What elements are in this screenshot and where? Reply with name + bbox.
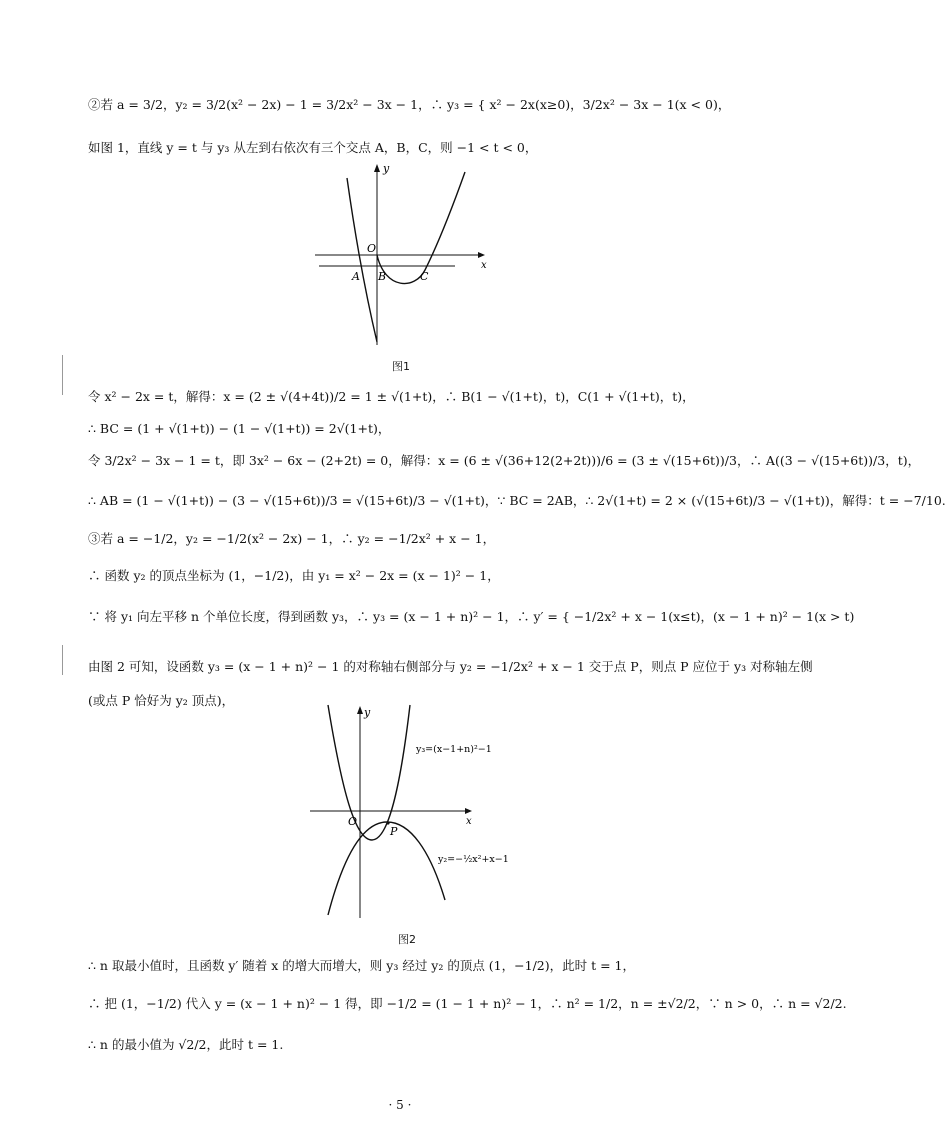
fig2-label-y3: y₃=(x−1+n)²−1 <box>416 744 492 755</box>
text-line: ∴ n 的最小值为 √2/2，此时 t = 1. <box>88 1037 284 1052</box>
fig1-label-c: C <box>420 270 429 283</box>
text-line: ∴ AB = (1 − √(1+t)) − (3 − √(15+6t))/3 = √(15+6t)/3 − √(1+t)，∵ BC = 2AB，∴ 2√(1+t) = 2 × (√(15+6t)/3 − √(1+t))，解得：t = −7/10. <box>88 493 946 508</box>
text-line: 如图 1，直线 y = t 与 y₃ 从左到右依次有三个交点 A，B，C，则 −1 < t < 0， <box>88 140 538 155</box>
fig2-label-y2: y₂=−½x²+x−1 <box>438 854 509 865</box>
fig2-label-x: x <box>466 816 472 827</box>
text-line: ③若 a = −1/2，y₂ = −1/2(x² − 2x) − 1，∴ y₂ = −1/2x² + x − 1， <box>88 531 496 546</box>
text-line: ∴ n 取最小值时，且函数 y′ 随着 x 的增大而增大，则 y₃ 经过 y₂ 的顶点 (1，−1/2)，此时 t = 1， <box>88 958 635 973</box>
text-line: ②若 a = 3/2，y₂ = 3/2(x² − 2x) − 1 = 3/2x² − 3x − 1，∴ y₃ = { x² − 2x(x≥0)，3/2x² − 3x − 1(x < 0)， <box>88 97 731 112</box>
text-line: ∴ 函数 y₂ 的顶点坐标为 (1，−1/2)，由 y₁ = x² − 2x = (x − 1)² − 1， <box>88 568 500 583</box>
fig1-label-b: B <box>378 270 387 283</box>
fig1-label-o: O <box>367 242 377 255</box>
scan-margin-mark <box>62 355 63 395</box>
fig1-label-a: A <box>352 270 360 283</box>
text-line: ∴ 把 (1，−1/2) 代入 y = (x − 1 + n)² − 1 得，即 −1/2 = (1 − 1 + n)² − 1，∴ n² = 1/2，n = ±√2/2，∵ n > 0，∴ n = √2/2. <box>88 996 847 1011</box>
text-line: 由图 2 可知，设函数 y₃ = (x − 1 + n)² − 1 的对称轴右侧部分与 y₂ = −1/2x² + x − 1 交于点 P，则点 P 应位于 y₃ 对称轴左侧 <box>88 659 813 674</box>
figure-1-caption: 图1 <box>392 360 410 373</box>
figure-1 <box>305 160 505 350</box>
figure-2 <box>300 700 510 925</box>
text-line: (或点 P 恰好为 y₂ 顶点)， <box>88 693 235 708</box>
fig1-label-x: x <box>481 260 487 271</box>
text-line: 令 3/2x² − 3x − 1 = t，即 3x² − 6x − (2+2t) = 0，解得：x = (6 ± √(36+12(2+2t)))/6 = (3 ± √(15+6t))/3，∴ A((3 − √(15+6t))/3，t)， <box>88 453 921 468</box>
figure-2-caption: 图2 <box>398 933 416 946</box>
text-line: ∵ 将 y₁ 向左平移 n 个单位长度，得到函数 y₃，∴ y₃ = (x − 1 + n)² − 1，∴ y′ = { −1/2x² + x − 1(x≤t)，(x − 1 + n)² − 1(x > t) <box>88 609 855 624</box>
text-line: ∴ BC = (1 + √(1+t)) − (1 − √(1+t)) = 2√(1+t)， <box>88 421 391 436</box>
text-line: 令 x² − 2x = t，解得：x = (2 ± √(4+4t))/2 = 1 ± √(1+t)，∴ B(1 − √(1+t)，t)，C(1 + √(1+t)，t)， <box>88 389 695 404</box>
fig2-label-y: y <box>364 706 371 719</box>
page-number: · 5 · <box>388 1098 412 1112</box>
fig2-label-p: P <box>390 825 398 838</box>
scan-margin-mark <box>62 645 63 675</box>
fig1-label-y: y <box>383 162 390 175</box>
fig2-label-o: O <box>348 815 358 828</box>
